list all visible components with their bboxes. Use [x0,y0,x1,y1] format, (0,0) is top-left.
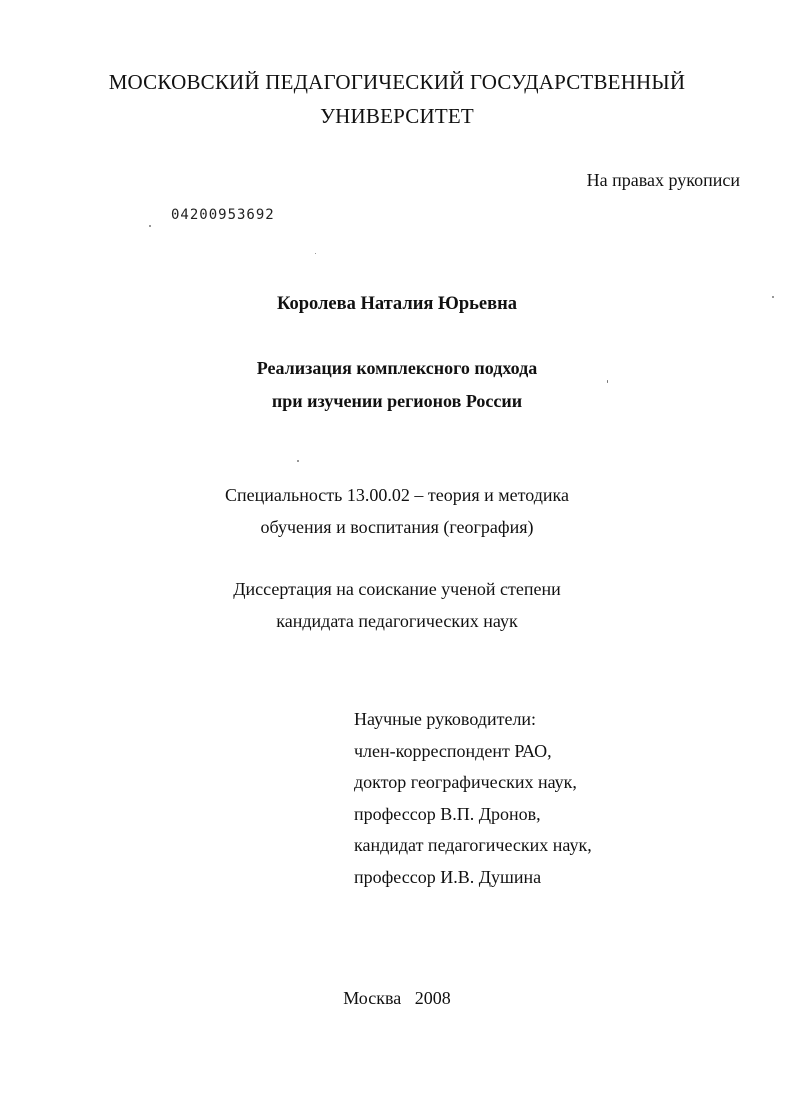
dissertation-title-line-1: Реализация комплексного подхода [256,358,538,378]
advisor-line: член-корреспондент РАО, [354,740,552,761]
dissertation-title-line-2: при изучении регионов России [271,391,523,411]
author-name: Королева Наталия Юрьевна [276,294,518,314]
scan-speck [607,380,608,383]
stamp-number: 04200953692 [171,207,275,223]
scan-speck [772,296,774,298]
city-and-year: Москва 2008 [343,988,451,1008]
advisor-line: профессор В.П. Дронов, [354,803,541,824]
degree-line-2: кандидата педагогических наук [276,611,518,631]
advisor-line: кандидат педагогических наук, [354,835,592,855]
specialty-line-2: обучения и воспитания (география) [260,517,534,537]
advisor-line: доктор географических наук, [354,772,577,792]
university-name-line-2: УНИВЕРСИТЕТ [320,104,474,128]
manuscript-rights-note: На правах рукописи [586,170,740,190]
scan-speck [315,253,316,254]
scan-speck [297,460,299,462]
scientific-advisors-block [354,704,592,893]
advisors-heading: Научные руководители: [354,709,537,729]
scan-speck [149,225,151,227]
degree-line-1: Диссертация на соискание ученой степени [233,579,561,599]
university-name-line-1: МОСКОВСКИЙ ПЕДАГОГИЧЕСКИЙ ГОСУДАРСТВЕННЫЙ [108,70,686,94]
advisor-line: профессор И.В. Душина [354,866,542,887]
specialty-line-1: Специальность 13.00.02 – теория и методика [224,485,570,505]
